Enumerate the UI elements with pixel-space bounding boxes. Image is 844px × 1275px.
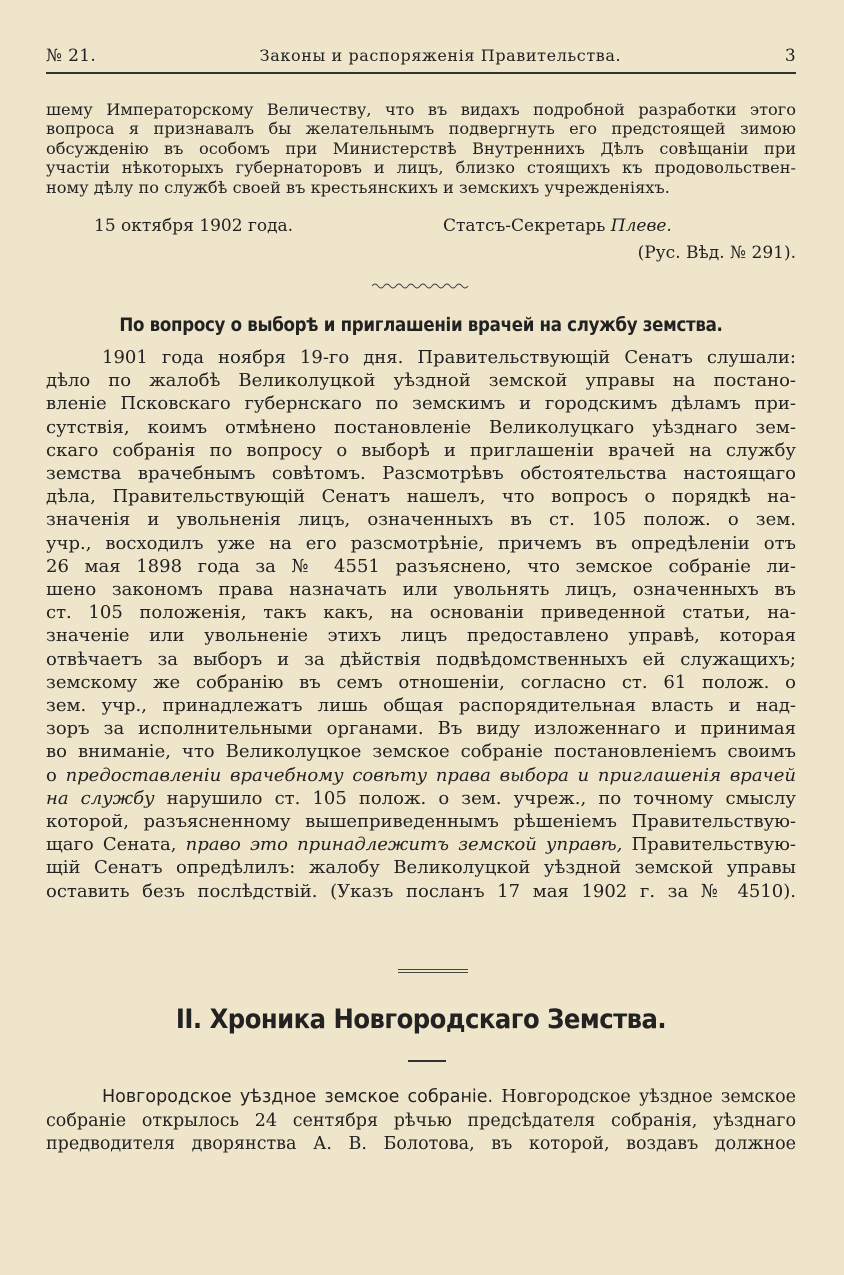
text-segment: о bbox=[46, 764, 66, 786]
chronicle-heading: II. Хроника Новгородскаго Земства. bbox=[175, 1004, 667, 1035]
text-segment: шено закономъ права назначать или увольнять лицъ, означенныхъ въ bbox=[46, 579, 796, 601]
page-number: 3 bbox=[784, 46, 796, 66]
text-line: участіи нѣкоторыхъ губернаторовъ и лицъ, близко стоящихъ къ продовольствен- bbox=[46, 158, 796, 178]
text-segment: щій Сенатъ опредѣлилъ: жалобу Великолуцкой уѣздной земской управы bbox=[46, 857, 796, 879]
text-line: вопроса я признавалъ бы желательнымъ подвергнуть его предстоящей зимою bbox=[46, 119, 796, 139]
text-line bbox=[46, 1086, 796, 1110]
text-segment: сутствія, коимъ отмѣнено постановленіе Великолуцкаго уѣзднаго зем- bbox=[46, 416, 796, 438]
source-reference: (Рус. Вѣд. № 291). bbox=[637, 243, 796, 263]
header-title: Законы и распоряженія Правительства. bbox=[259, 46, 622, 65]
text-segment: ст. 105 положенія, такъ какъ, на основаніи приведенной статьи, на- bbox=[46, 602, 796, 624]
text-line bbox=[46, 555, 796, 578]
signer-title: Статсъ-Секретарь bbox=[443, 216, 611, 236]
signer bbox=[443, 216, 672, 236]
text-segment: на службу bbox=[46, 787, 155, 809]
main-paragraph bbox=[46, 346, 796, 903]
text-segment: нарушило ст. 105 полож. о зем. учреж., по точному смыслу bbox=[154, 787, 796, 809]
text-line bbox=[46, 880, 796, 903]
text-line bbox=[46, 392, 796, 415]
text-line: предводителя дворянства А. В. Болотова, въ которой, воздавъ должное bbox=[46, 1134, 796, 1154]
text-segment: 26 мая 1898 года за № 4551 разъяснено, что земское собраніе ли- bbox=[46, 555, 796, 577]
text-segment: значенія и увольненія лицъ, означенныхъ въ ст. 105 полож. о зем. bbox=[46, 509, 796, 531]
text-line bbox=[46, 485, 796, 508]
text-line: шему Императорскому Величеству, что въ видахъ подробной разработки этого bbox=[46, 100, 796, 119]
text-segment: учр., восходилъ уже на его разсмотрѣніе, причемъ въ опредѣленіи отъ bbox=[46, 532, 796, 554]
text-line bbox=[46, 671, 796, 694]
paragraph-lead: Новгородское уѣздное земское собраніе. bbox=[102, 1087, 494, 1107]
text-segment: земства врачебнымъ совѣтомъ. Разсмотрѣвъ обстоятельства настоящаго bbox=[46, 463, 796, 485]
text-line bbox=[46, 810, 796, 833]
text-line bbox=[46, 856, 796, 879]
text-line bbox=[46, 648, 796, 671]
text-line bbox=[46, 532, 796, 555]
text-segment: щаго Сената, bbox=[46, 834, 186, 856]
text-segment: Новгородское уѣздное земское bbox=[493, 1087, 796, 1107]
text-segment: во вниманіе, что Великолуцкое земское собраніе постановленіемъ своимъ bbox=[46, 741, 796, 763]
text-line bbox=[46, 740, 796, 763]
text-line bbox=[46, 694, 796, 717]
text-line bbox=[46, 369, 796, 392]
text-segment: зем. учр., принадлежатъ лишь общая распорядительная власть и над- bbox=[46, 695, 796, 717]
wavy-divider bbox=[372, 282, 470, 290]
running-header bbox=[46, 46, 796, 66]
section-title: По вопросу о выборѣ и приглашеніи врачей на службу земства. bbox=[119, 315, 723, 336]
text-segment: зоръ за исполнительными органами. Въ виду изложеннаго и принимая bbox=[46, 718, 796, 740]
text-line bbox=[46, 787, 796, 810]
text-segment: значеніе или увольненіе этихъ лицъ предоставлено управѣ, которая bbox=[46, 625, 796, 647]
text-line bbox=[46, 624, 796, 647]
text-segment: скаго собранія по вопросу о выборѣ и приглашеніи врачей на службу bbox=[46, 439, 796, 461]
short-rule-divider bbox=[408, 1060, 446, 1062]
double-rule-divider bbox=[398, 969, 468, 973]
text-segment: вленіе Псковскаго губернскаго по земскимъ и городскимъ дѣламъ при- bbox=[46, 393, 796, 415]
text-segment: Правительствую- bbox=[622, 834, 796, 856]
text-line bbox=[46, 439, 796, 462]
signer-name: Плеве. bbox=[610, 216, 672, 236]
text-segment: которой, разъясненному вышеприведеннымъ рѣшеніемъ Правительствую- bbox=[46, 811, 796, 833]
issue-number: № 21. bbox=[46, 46, 97, 66]
chronicle-paragraph bbox=[46, 1086, 796, 1157]
signature-date: 15 октября 1902 года. bbox=[94, 216, 294, 236]
text-segment: оставить безъ послѣдствій. (Указъ посланъ 17 мая 1902 г. за № 4510). bbox=[46, 880, 796, 902]
text-line bbox=[46, 508, 796, 531]
text-segment: дѣло по жалобѣ Великолуцкой уѣздной земской управы на постано- bbox=[46, 370, 796, 392]
text-line bbox=[46, 416, 796, 439]
intro-paragraph bbox=[46, 100, 796, 197]
text-line bbox=[46, 601, 796, 624]
text-line: собраніе открылось 24 сентября рѣчью предсѣдателя собранія, уѣзднаго bbox=[46, 1110, 796, 1131]
text-line: ному дѣлу по службѣ своей въ крестьянскихъ и земскихъ учрежденіяхъ. bbox=[46, 177, 670, 197]
text-line bbox=[46, 717, 796, 740]
header-rule bbox=[46, 72, 796, 74]
text-line bbox=[46, 764, 796, 787]
text-line bbox=[46, 578, 796, 601]
text-line bbox=[46, 462, 796, 485]
text-segment: отвѣчаетъ за выборъ и за дѣйствія подвѣдомственныхъ ей служащихъ; bbox=[46, 648, 796, 670]
text-line: обсужденію въ особомъ при Министерствѣ Внутреннихъ Дѣлъ совѣщаніи при bbox=[46, 138, 796, 158]
text-segment: 1901 года ноября 19-го дня. Правительствующій Сенатъ слушали: bbox=[102, 347, 796, 368]
text-segment: право это принадлежитъ земской управѣ, bbox=[185, 834, 623, 856]
text-segment: земскому же собранію въ семъ отношеніи, согласно ст. 61 полож. о bbox=[46, 671, 796, 693]
text-line bbox=[46, 833, 796, 856]
text-segment: предоставленіи врачебному совѣту права выбора и приглашенія врачей bbox=[65, 764, 796, 786]
text-line bbox=[46, 346, 796, 369]
text-segment: дѣла, Правительствующій Сенатъ нашелъ, что вопросъ о порядкѣ на- bbox=[46, 486, 796, 508]
